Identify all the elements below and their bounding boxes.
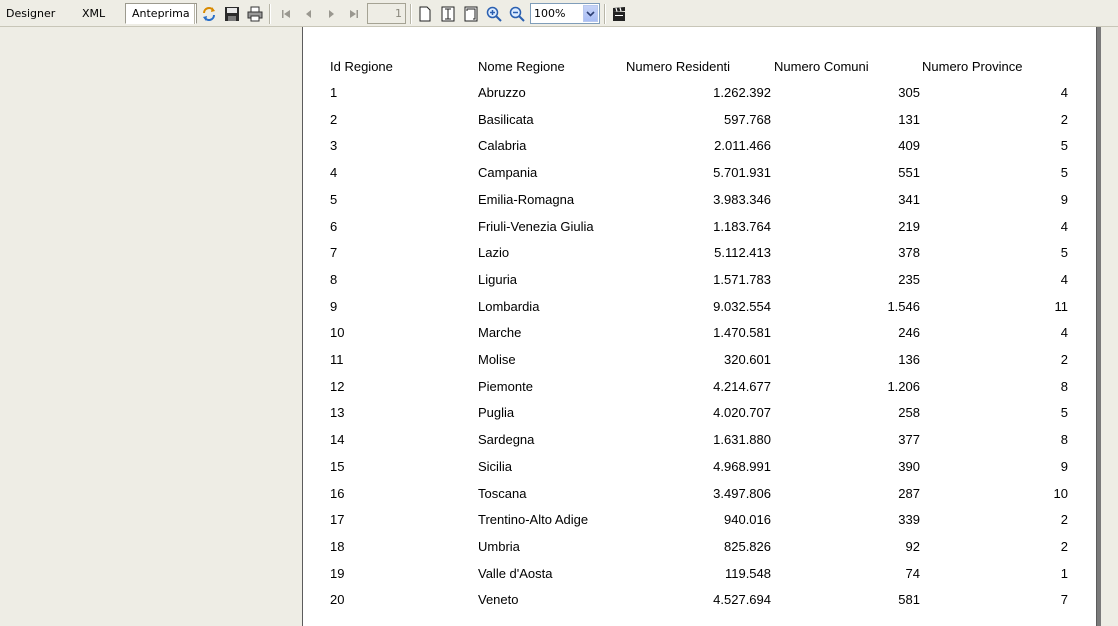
cell-id: 5 <box>330 192 338 207</box>
cell-province: 7 <box>1060 592 1068 607</box>
cell-id: 8 <box>330 272 338 287</box>
cell-comuni: 258 <box>898 405 920 420</box>
cell-residenti: 1.183.764 <box>713 219 771 234</box>
cell-comuni: 287 <box>898 486 920 501</box>
refresh-icon <box>201 6 217 22</box>
cell-province: 8 <box>1060 379 1068 394</box>
cell-nome: Umbria <box>478 539 520 554</box>
zoom-out-icon <box>509 6 525 22</box>
clapperboard-button[interactable] <box>609 4 629 24</box>
cell-comuni: 131 <box>898 112 920 127</box>
cell-nome: Calabria <box>478 138 527 153</box>
cell-nome: Trentino-Alto Adige <box>478 512 589 527</box>
cell-id: 9 <box>330 299 338 314</box>
table-row <box>303 405 1096 421</box>
cell-comuni: 219 <box>898 219 920 234</box>
cell-id: 13 <box>330 405 345 420</box>
next-page-icon <box>325 8 337 20</box>
cell-id: 17 <box>330 512 345 527</box>
cell-id: 19 <box>330 566 345 581</box>
table-row <box>303 245 1096 261</box>
toolbar <box>0 0 1118 27</box>
cell-province: 4 <box>1060 85 1068 100</box>
table-row <box>303 512 1096 528</box>
cell-nome: Abruzzo <box>478 85 526 100</box>
table-row <box>303 325 1096 341</box>
tab-xml[interactable]: XML <box>82 7 106 20</box>
header-numero-comuni: Numero Comuni <box>774 59 869 74</box>
cell-id: 20 <box>330 592 345 607</box>
cell-province: 5 <box>1060 138 1068 153</box>
table-row <box>303 165 1096 181</box>
cell-residenti: 825.826 <box>724 539 771 554</box>
cell-province: 10 <box>1053 486 1068 501</box>
cell-id: 2 <box>330 112 338 127</box>
header-numero-province: Numero Province <box>922 59 1023 74</box>
cell-residenti: 4.527.694 <box>713 592 771 607</box>
cell-nome: Lombardia <box>478 299 540 314</box>
cell-id: 4 <box>330 165 338 180</box>
cell-province: 2 <box>1060 512 1068 527</box>
cell-province: 4 <box>1060 272 1068 287</box>
table-row <box>303 85 1096 101</box>
report-page <box>302 27 1097 626</box>
cell-province: 9 <box>1060 459 1068 474</box>
cell-id: 18 <box>330 539 345 554</box>
right-pane <box>1101 27 1118 626</box>
cell-residenti: 940.016 <box>724 512 771 527</box>
zoom-in-button[interactable] <box>484 4 504 24</box>
cell-comuni: 235 <box>898 272 920 287</box>
cell-comuni: 1.546 <box>887 299 920 314</box>
page-height-button[interactable] <box>438 4 458 24</box>
table-row <box>303 299 1096 315</box>
cell-province: 11 <box>1054 299 1068 314</box>
cell-nome: Marche <box>478 325 522 340</box>
header-nome-regione: Nome Regione <box>478 59 565 74</box>
first-page-button[interactable] <box>276 4 296 24</box>
cell-id: 16 <box>330 486 345 501</box>
cell-nome: Emilia-Romagna <box>478 192 575 207</box>
cell-id: 10 <box>330 325 345 340</box>
cell-nome: Liguria <box>478 272 518 287</box>
cell-comuni: 1.206 <box>887 379 920 394</box>
refresh-button[interactable] <box>199 4 219 24</box>
table-row <box>303 352 1096 368</box>
table-row <box>303 432 1096 448</box>
cell-residenti: 5.701.931 <box>713 165 771 180</box>
zoom-in-icon <box>486 6 502 22</box>
cell-residenti: 5.112.413 <box>714 245 771 260</box>
cell-id: 12 <box>330 379 345 394</box>
cell-comuni: 92 <box>905 539 920 554</box>
table-row <box>303 566 1096 582</box>
page-height-icon <box>440 6 456 22</box>
cell-residenti: 320.601 <box>724 352 771 367</box>
cell-id: 7 <box>330 245 338 260</box>
next-page-button[interactable] <box>321 4 341 24</box>
cell-residenti: 4.968.991 <box>713 459 771 474</box>
toolbar-separator <box>269 4 271 24</box>
cell-comuni: 74 <box>905 566 920 581</box>
cell-nome: Molise <box>478 352 516 367</box>
cell-nome: Basilicata <box>478 112 534 127</box>
print-button[interactable] <box>245 4 265 24</box>
whole-page-icon <box>463 6 479 22</box>
cell-province: 4 <box>1060 325 1068 340</box>
toolbar-separator <box>194 4 196 24</box>
table-row <box>303 379 1096 395</box>
cell-nome: Sicilia <box>478 459 512 474</box>
chevron-down-icon[interactable] <box>583 5 598 22</box>
cell-comuni: 409 <box>898 138 920 153</box>
cell-residenti: 3.983.346 <box>713 192 771 207</box>
cell-residenti: 1.262.392 <box>713 85 771 100</box>
print-icon <box>247 6 263 22</box>
previous-page-button[interactable] <box>299 4 319 24</box>
previous-page-icon <box>303 8 315 20</box>
cell-residenti: 1.470.581 <box>713 325 771 340</box>
cell-province: 4 <box>1060 219 1068 234</box>
cell-comuni: 339 <box>898 512 920 527</box>
cell-province: 2 <box>1060 352 1068 367</box>
cell-nome: Piemonte <box>478 379 533 394</box>
page-width-button[interactable] <box>415 4 435 24</box>
save-button[interactable] <box>222 4 242 24</box>
toolbar-separator <box>604 4 606 24</box>
cell-comuni: 581 <box>898 592 920 607</box>
cell-id: 1 <box>330 85 338 100</box>
tab-designer[interactable]: Designer <box>6 7 56 20</box>
cell-id: 6 <box>330 219 338 234</box>
table-row <box>303 486 1096 502</box>
cell-comuni: 390 <box>898 459 920 474</box>
cell-residenti: 597.768 <box>724 112 771 127</box>
save-icon <box>224 6 240 22</box>
cell-residenti: 4.214.677 <box>713 379 771 394</box>
cell-residenti: 1.571.783 <box>713 272 771 287</box>
tab-anteprima[interactable]: Anteprima <box>125 3 197 24</box>
cell-residenti: 3.497.806 <box>713 486 771 501</box>
cell-comuni: 377 <box>898 432 920 447</box>
table-row <box>303 112 1096 128</box>
cell-province: 2 <box>1060 539 1068 554</box>
page-width-icon <box>417 6 433 22</box>
toolbar-separator <box>410 4 412 24</box>
cell-residenti: 4.020.707 <box>713 405 771 420</box>
cell-residenti: 119.548 <box>724 566 771 581</box>
cell-residenti: 1.631.880 <box>713 432 771 447</box>
cell-nome: Toscana <box>478 486 527 501</box>
zoom-value: 100% <box>534 7 566 20</box>
cell-comuni: 136 <box>898 352 920 367</box>
cell-province: 1 <box>1060 566 1068 581</box>
header-id-regione: Id Regione <box>330 59 393 74</box>
left-pane <box>0 27 302 626</box>
cell-nome: Campania <box>478 165 538 180</box>
page-number-field[interactable]: 1 <box>367 3 406 24</box>
table-row <box>303 219 1096 235</box>
table-row <box>303 539 1096 555</box>
cell-nome: Friuli-Venezia Giulia <box>478 219 594 234</box>
cell-id: 3 <box>330 138 338 153</box>
cell-comuni: 305 <box>898 85 920 100</box>
header-numero-residenti: Numero Residenti <box>626 59 731 74</box>
cell-id: 15 <box>330 459 345 474</box>
cell-province: 5 <box>1060 245 1068 260</box>
cell-province: 8 <box>1060 432 1068 447</box>
last-page-button[interactable] <box>344 4 364 24</box>
cell-nome: Puglia <box>478 405 515 420</box>
cell-nome: Valle d'Aosta <box>478 566 553 581</box>
cell-nome: Veneto <box>478 592 519 607</box>
cell-province: 2 <box>1060 112 1068 127</box>
cell-province: 9 <box>1060 192 1068 207</box>
first-page-icon <box>280 8 292 20</box>
cell-residenti: 2.011.466 <box>714 138 771 153</box>
cell-comuni: 246 <box>898 325 920 340</box>
cell-province: 5 <box>1060 405 1068 420</box>
cell-residenti: 9.032.554 <box>713 299 771 314</box>
table-row <box>303 138 1096 154</box>
table-row <box>303 592 1096 608</box>
table-row <box>303 192 1096 208</box>
clapperboard-icon <box>611 6 627 22</box>
cell-nome: Lazio <box>478 245 510 260</box>
last-page-icon <box>348 8 360 20</box>
cell-comuni: 551 <box>898 165 920 180</box>
zoom-select[interactable] <box>530 3 600 24</box>
cell-nome: Sardegna <box>478 432 535 447</box>
table-row <box>303 272 1096 288</box>
cell-id: 11 <box>330 352 344 367</box>
cell-comuni: 378 <box>898 245 920 260</box>
cell-id: 14 <box>330 432 345 447</box>
table-row <box>303 459 1096 475</box>
whole-page-button[interactable] <box>461 4 481 24</box>
cell-province: 5 <box>1060 165 1068 180</box>
cell-comuni: 341 <box>898 192 920 207</box>
zoom-out-button[interactable] <box>507 4 527 24</box>
